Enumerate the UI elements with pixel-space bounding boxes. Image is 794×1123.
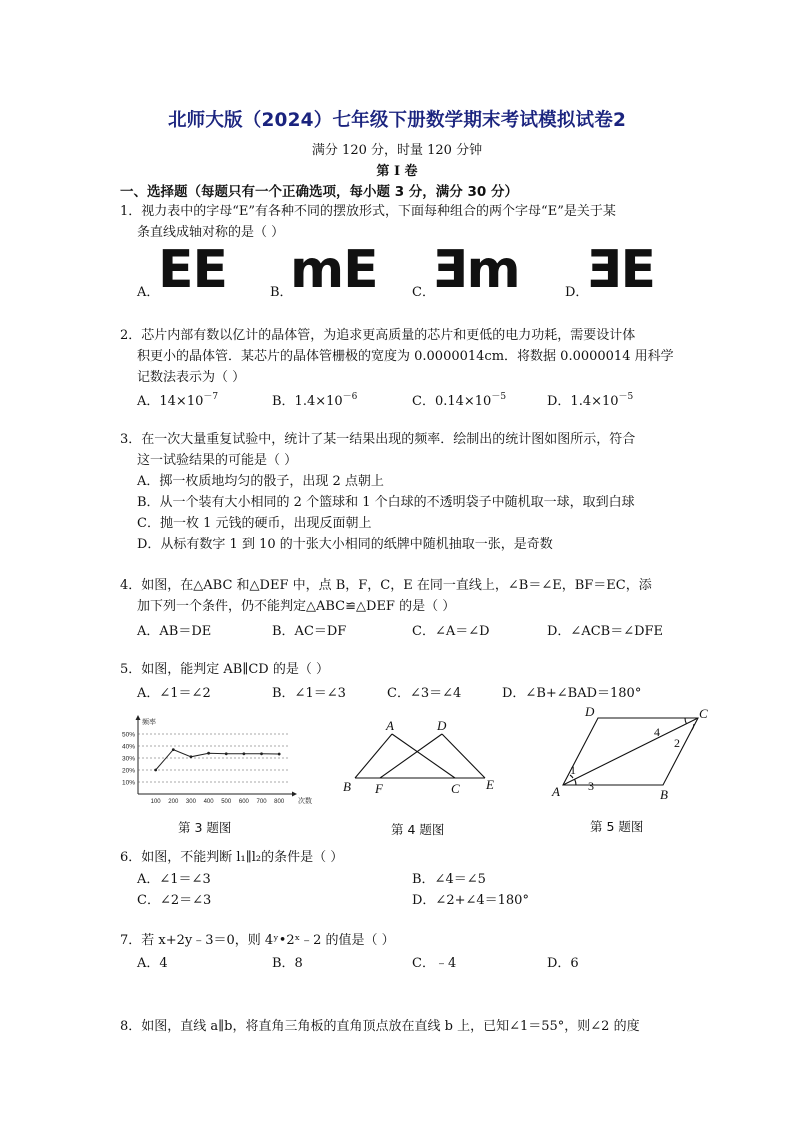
q4-line2: 加下列一个条件，仍不能判定△ABC≌△DEF 的是（ ）: [137, 599, 456, 614]
x-tick-label: 700: [256, 799, 267, 805]
q7-option-c: C．﹣4: [412, 956, 457, 971]
x-tick-label: 600: [238, 799, 249, 805]
q6-option-c: C．∠2＝∠3: [137, 893, 212, 908]
x-tick-label: 200: [168, 799, 179, 805]
q5-option-a: A．∠1＝∠2: [137, 686, 211, 701]
fig5-label-c: C: [699, 706, 708, 721]
q2-option-c: C．$0.14\times 10^{-5}$: [412, 392, 507, 409]
paper-title: 北师大版（2024）七年级下册数学期末考试模拟试卷2: [167, 110, 627, 131]
q2-option-a: A．$14\times 10^{-7}$: [137, 392, 219, 409]
fig4-label-c: C: [451, 781, 460, 796]
fig4-triangles-diagram: [335, 715, 505, 800]
x-tick-label: 300: [185, 799, 196, 805]
fig4-segment-de: [442, 734, 485, 778]
fig4-caption: 第 4 题图: [391, 822, 445, 837]
data-point: [242, 752, 245, 755]
q5-option-d: D．∠B+∠BAD＝180°: [502, 686, 642, 701]
data-point: [225, 752, 228, 755]
q1-glyph-a: EE: [158, 240, 228, 300]
q3-option-d: D．从标有数字 1 到 10 的十张大小相同的纸牌中随机抽取一张，是奇数: [137, 537, 553, 552]
q7-option-b: B．8: [272, 956, 303, 971]
x-axis-arrow: [292, 792, 297, 797]
data-point: [172, 748, 175, 751]
q1-glyph-d: ƎE: [586, 240, 656, 300]
fig5-label-b: B: [660, 787, 668, 802]
q4-line1: 4．如图，在△ABC 和△DEF 中，点 B，F，C，E 在同一直线上，∠B＝∠E，BF＝EC，添: [120, 578, 652, 593]
fig3-caption: 第 3 题图: [178, 820, 232, 835]
section-heading: 一、选择题（每题只有一个正确选项，每小题 3 分，满分 30 分）: [120, 184, 518, 200]
x-axis-label: 次数: [298, 798, 312, 805]
data-point: [207, 752, 210, 755]
y-tick-label: 10%: [121, 779, 135, 787]
y-axis-arrow: [136, 715, 141, 720]
x-tick-label: 100: [150, 799, 161, 805]
q6-option-b: B．∠4＝∠5: [412, 872, 486, 887]
fig5-angle-arc-4: [685, 718, 686, 724]
q2-option-d: D．$1.4\times 10^{-5}$: [547, 392, 634, 409]
q3-option-b: B．从一个装有大小相同的 2 个篮球和 1 个白球的不透明袋子中随机取一球，取到白球: [137, 495, 635, 510]
q4-option-b: B．AC＝DF: [272, 624, 347, 639]
q1-line2: 条直线成轴对称的是（ ）: [137, 225, 285, 240]
q1-option-d: D．: [565, 285, 589, 300]
q3-option-a: A．掷一枚质地均匀的骰子，出现 2 点朝上: [137, 474, 384, 489]
data-point: [190, 755, 193, 758]
fig4-label-d: D: [437, 718, 447, 733]
q3-line1: 3．在一次大量重复试验中，统计了某一结果出现的频率．绘制出的统计图如图所示，符合: [120, 432, 636, 447]
volume-label: 第 I 卷: [376, 164, 418, 179]
q3-line2: 这一试验结果的可能是（ ）: [137, 453, 298, 468]
y-tick-label: 40%: [121, 743, 135, 751]
fig5-angle-arc-2: [692, 724, 694, 730]
q7-option-d: D．6: [547, 956, 579, 971]
q2-line3: 记数法表示为（ ）: [137, 370, 246, 385]
fig4-label-b: B: [343, 779, 351, 794]
fig4-label-f: F: [375, 781, 383, 796]
q7-option-a: A．4: [137, 956, 168, 971]
q3-option-c: C．抛一枚 1 元钱的硬币，出现反面朝上: [137, 516, 372, 531]
q5-option-c: C．∠3＝∠4: [387, 686, 462, 701]
fig5-label-d: D: [585, 704, 595, 719]
q5-line1: 5．如图，能判定 AB∥CD 的是（ ）: [120, 662, 329, 677]
fig5-angle-3: 3: [588, 779, 594, 793]
y-tick-label: 20%: [121, 767, 135, 775]
fig4-segment-ac: [392, 734, 455, 778]
data-point: [260, 752, 263, 755]
q1-line1: 1．视力表中的字母“E”有各种不同的摆放形式，下面每种组合的两个字母“E”是关于某: [120, 204, 616, 219]
fig5-caption: 第 5 题图: [590, 819, 644, 834]
series-line: [156, 750, 280, 770]
data-point: [154, 769, 157, 772]
q4-option-d: D．∠ACB＝∠DFE: [547, 624, 664, 639]
fig5-label-a: A: [552, 784, 560, 799]
q6-option-d: D．∠2+∠4＝180°: [412, 893, 529, 908]
q1-glyph-c: Ǝm: [432, 240, 520, 300]
q1-option-b: B．: [270, 285, 293, 300]
fig3-frequency-chart: [112, 712, 312, 805]
q2-option-b: B．$1.4\times 10^{-6}$: [272, 392, 358, 409]
q6-option-a: A．∠1＝∠3: [137, 872, 211, 887]
q5-option-b: B．∠1＝∠3: [272, 686, 346, 701]
fig5-angle-2: 2: [674, 736, 680, 750]
y-tick-label: 30%: [121, 755, 135, 763]
x-tick-label: 500: [221, 799, 232, 805]
fig4-segment-fd: [380, 734, 442, 778]
fig5-angle-1: 1: [570, 763, 576, 777]
q7-line1: 7．若 x+2y﹣3＝0，则 4ʸ•2ˣ﹣2 的值是（ ）: [120, 933, 395, 948]
fig5-angle-4: 4: [654, 725, 660, 739]
q1-option-a: A．: [137, 285, 160, 300]
fig5-diagonal-ac: [563, 718, 698, 785]
q4-option-a: A．AB＝DE: [137, 624, 212, 639]
fig4-label-a: A: [386, 718, 394, 733]
q8-line1: 8．如图，直线 a∥b，将直角三角板的直角顶点放在直线 b 上，已知∠1＝55°，则∠2 的度: [120, 1019, 640, 1034]
q1-option-c: C．: [412, 285, 435, 300]
q2-line1: 2．芯片内部有数以亿计的晶体管，为追求更高质量的芯片和更低的电力功耗，需要设计体: [120, 328, 636, 343]
x-tick-label: 800: [274, 799, 285, 805]
fig4-label-e: E: [486, 777, 494, 792]
data-point: [278, 753, 281, 756]
q4-option-c: C．∠A＝∠D: [412, 624, 490, 639]
y-tick-label: 50%: [121, 731, 135, 739]
fig5-angle-arc-3: [575, 779, 576, 785]
score-time: 满分 120 分，时量 120 分钟: [311, 143, 483, 158]
q6-line1: 6．如图，不能判断 l₁∥l₂的条件是（ ）: [120, 850, 344, 865]
x-tick-label: 400: [203, 799, 214, 805]
q2-line2: 积更小的晶体管．某芯片的晶体管栅极的宽度为 0.0000014cm．将数据 0.0000014 用科学: [137, 349, 674, 364]
q1-glyph-b: mE: [290, 240, 378, 300]
fig4-segment-ba: [355, 734, 392, 778]
y-axis-label: 频率: [142, 719, 156, 726]
fig5-parallelogram-diagram: [548, 705, 718, 805]
